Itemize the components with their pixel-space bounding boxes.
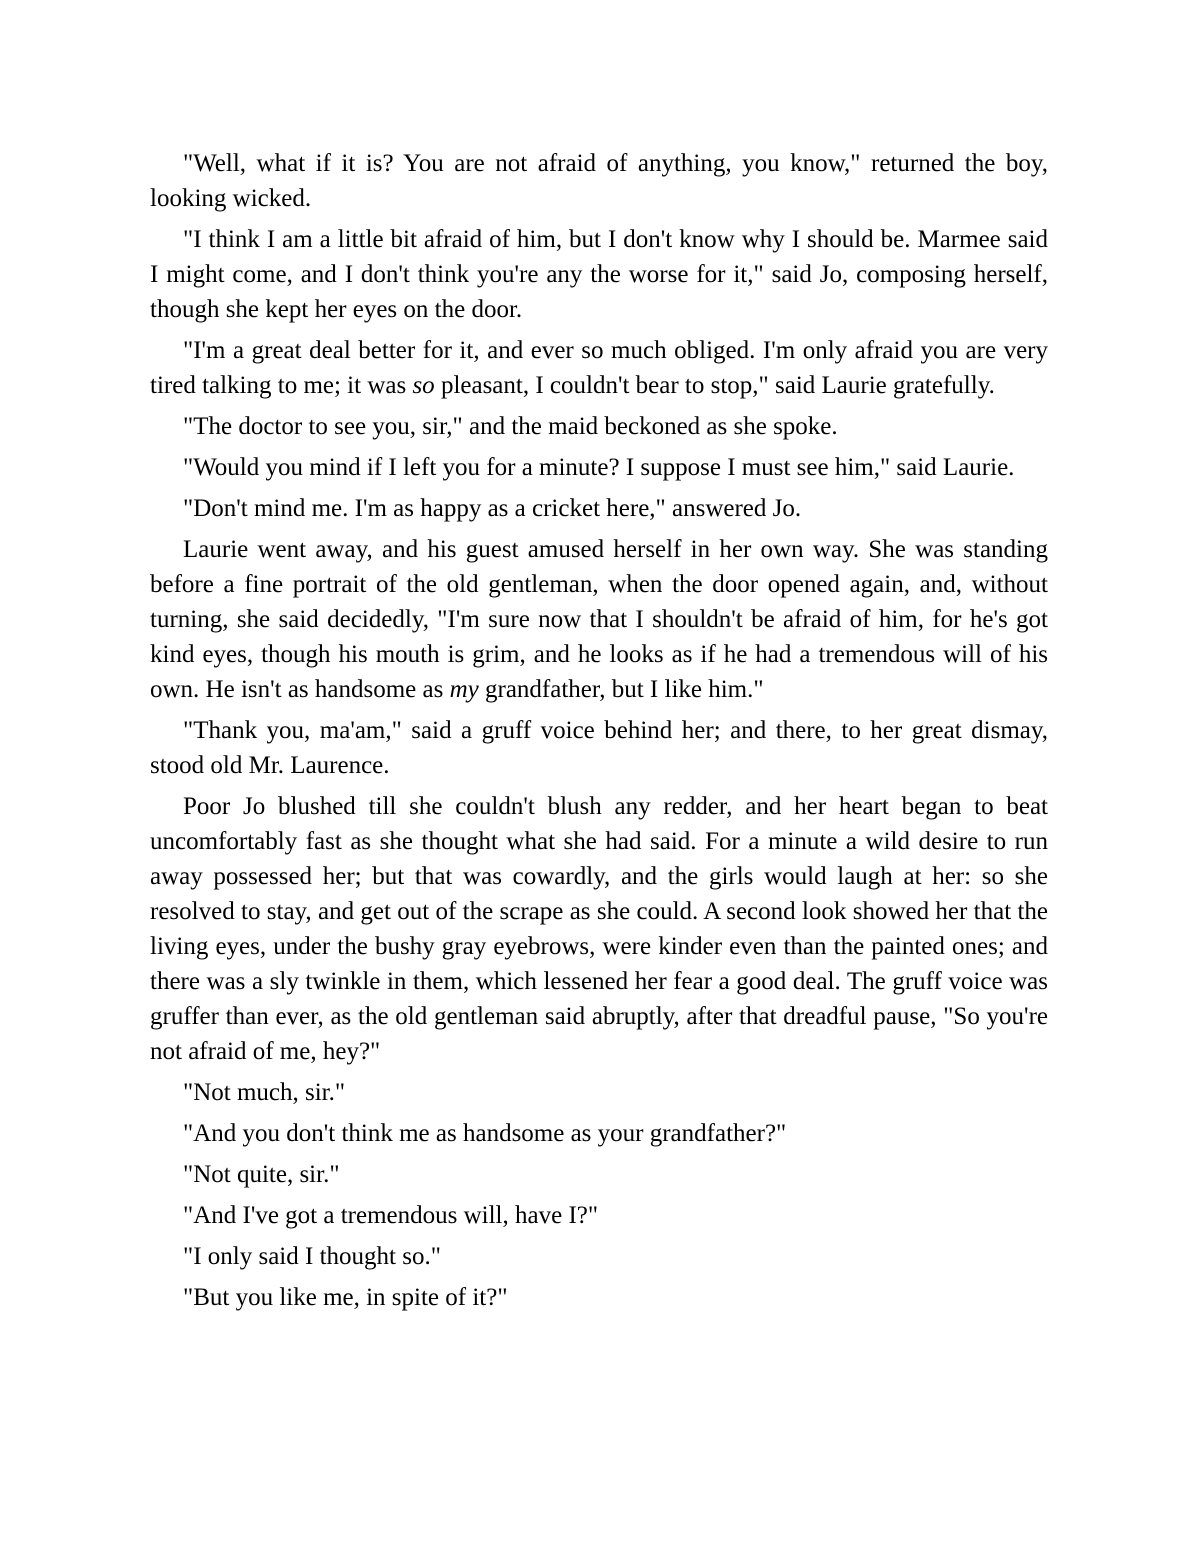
text-run: "And you don't think me as handsome as your grandfather?" — [183, 1120, 787, 1147]
text-run: Laurie went away, and his guest amused herself in her own way. She was standing before a fine portrait of the old gentleman, when the door opened again, and, without turning, she said decidedly, "I'm sure now that I shouldn't be afraid of him, for he's got kind eyes, though his mouth is grim, and he looks as if he had a tremendous will of his own. He isn't as handsome as — [150, 536, 1048, 703]
paragraph — [150, 1198, 1048, 1233]
italic-text-run: so — [412, 372, 435, 399]
text-run: "And I've got a tremendous will, have I?" — [183, 1202, 599, 1229]
text-run: "I only said I thought so." — [183, 1243, 441, 1270]
paragraph — [150, 409, 1048, 444]
paragraph — [150, 222, 1048, 327]
text-run: "I think I am a little bit afraid of him, but I don't know why I should be. Marmee said I might come, and I don't think you're any the worse for it," said Jo, composing herself, though she kept her eyes on the door. — [150, 226, 1048, 323]
text-run: Poor Jo blushed till she couldn't blush any redder, and her heart began to beat uncomfortably fast as she thought what she had said. For a minute a wild desire to run away possessed her; but that was cowardly, and the girls would laugh at her: so she resolved to stay, and get out of the scrape as she could. A second look showed her that the living eyes, under the bushy gray eyebrows, were kinder even than the painted ones; and there was a sly twinkle in them, which lessened her fear a good deal. The gruff voice was gruffer than ever, as the old gentleman said abruptly, after that dreadful pause, "So you're not afraid of me, hey?" — [150, 793, 1048, 1065]
text-run: "Don't mind me. I'm as happy as a cricket here," answered Jo. — [183, 495, 802, 522]
text-run: "The doctor to see you, sir," and the maid beckoned as she spoke. — [183, 413, 838, 440]
text-run: "Not much, sir." — [183, 1079, 346, 1106]
paragraph — [150, 1157, 1048, 1192]
paragraph — [150, 1116, 1048, 1151]
paragraph — [150, 1280, 1048, 1315]
text-run: "Not quite, sir." — [183, 1161, 340, 1188]
text-run: pleasant, I couldn't bear to stop," said Laurie gratefully. — [434, 372, 995, 399]
text-run: "Well, what if it is? You are not afraid of anything, you know," returned the boy, looking wicked. — [150, 150, 1048, 212]
paragraph — [150, 333, 1048, 403]
text-run: "Thank you, ma'am," said a gruff voice behind her; and there, to her great dismay, stood old Mr. Laurence. — [150, 717, 1048, 779]
text-run: "But you like me, in spite of it?" — [183, 1284, 508, 1311]
paragraph — [150, 146, 1048, 216]
paragraph — [150, 789, 1048, 1069]
paragraph — [150, 491, 1048, 526]
paragraph — [150, 1075, 1048, 1110]
text-run: grandfather, but I like him." — [478, 676, 764, 703]
paragraph — [150, 450, 1048, 485]
paragraph — [150, 532, 1048, 707]
paragraph — [150, 713, 1048, 783]
text-run: "Would you mind if I left you for a minute? I suppose I must see him," said Laurie. — [183, 454, 1015, 481]
page-text — [150, 146, 1048, 1315]
text-run: "I'm a great deal better for it, and ever so much obliged. I'm only afraid you are very tired talking to me; it was — [150, 337, 1048, 399]
italic-text-run: my — [449, 676, 479, 703]
paragraph — [150, 1239, 1048, 1274]
